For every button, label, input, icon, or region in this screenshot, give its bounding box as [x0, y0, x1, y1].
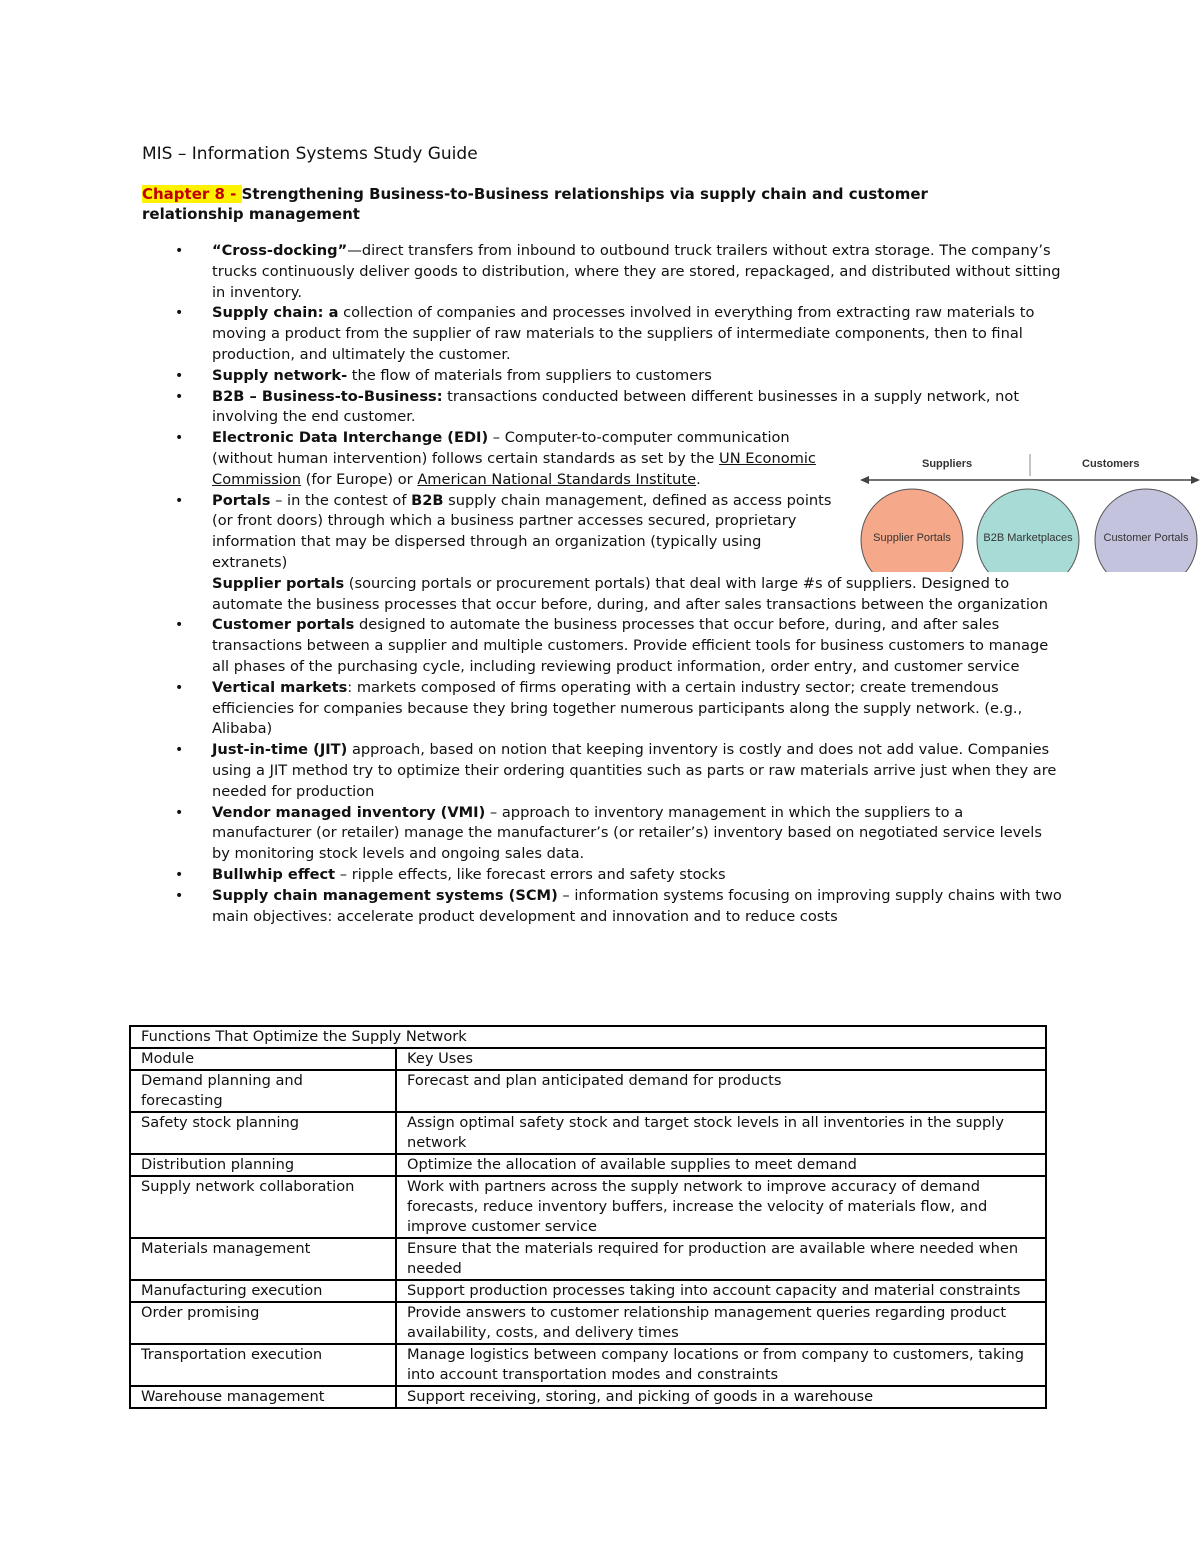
definition: : markets composed of firms operating with a certain industry sector; create tremendous efficiencies for companies because they bring together numerous participants along the supply network. (e.g., Alibaba) — [212, 678, 1023, 738]
term: B2B — [411, 491, 444, 509]
bullet-icon: • — [175, 866, 184, 883]
cell-module: Materials management — [130, 1238, 396, 1280]
term: B2B – Business-to-Business: — [212, 387, 443, 405]
list-item — [142, 366, 1062, 387]
table-row — [130, 1280, 1046, 1302]
definition: – in the contest of — [270, 491, 412, 509]
table-row — [130, 1238, 1046, 1280]
term: Supply chain management systems (SCM) — [212, 886, 558, 904]
customers-label: Customers — [1082, 458, 1140, 470]
list-item — [142, 303, 1062, 365]
definition: designed to automate the business processes that occur before, during, and after sales transactions between a supplier and multiple customers. Provide efficient tools for business customers to manage all phases of the purchasing cycle, including reviewing product information, order entry, and customer service — [212, 616, 1049, 675]
bullet-icon: • — [175, 305, 184, 322]
cell-module: Order promising — [130, 1302, 396, 1344]
cell-module: Supply network collaboration — [130, 1176, 396, 1238]
term: “Cross-docking” — [212, 242, 348, 259]
definition: (sourcing portals or procurement portals) that deal with large #s of suppliers. Designed to automate the business processes that occur before, during, and after sales transactions between the organization — [212, 574, 1049, 613]
term: Vendor managed inventory (VMI) — [212, 803, 486, 821]
list-item — [142, 886, 1062, 928]
table-row — [130, 1070, 1046, 1112]
definition: collection of companies and processes involved in everything from extracting raw materials to moving a product from the supplier of raw materials to the suppliers of intermediate components, then to final production, and ultimately the customer. — [212, 304, 1035, 363]
chapter-heading — [142, 184, 1002, 224]
link-ansi[interactable]: American National Standards Institute — [417, 470, 697, 488]
term: Supply network- — [212, 366, 348, 384]
definition: – Computer-to-computer communication (without human intervention) follows certain standards as set by the — [212, 429, 790, 467]
list-item — [142, 615, 1062, 677]
cell-module: Distribution planning — [130, 1154, 396, 1176]
bullet-icon: • — [175, 243, 184, 259]
list-item — [142, 740, 1062, 802]
term: Portals — [212, 491, 271, 509]
cell-module: Safety stock planning — [130, 1112, 396, 1154]
table-row — [130, 1386, 1046, 1408]
definition: —direct transfers from inbound to outbound truck trailers without extra storage. The company’s trucks continuously deliver goods to distribution, where they are stored, repackaged, and distributed without sitting in inventory. — [212, 242, 1061, 301]
bullet-icon: • — [175, 742, 184, 759]
bullet-icon: • — [175, 804, 184, 821]
cell-key-uses: Forecast and plan anticipated demand for products — [396, 1070, 1046, 1112]
table-row — [130, 1302, 1046, 1344]
cell-key-uses: Support receiving, storing, and picking of goods in a warehouse — [396, 1386, 1046, 1408]
definition: – approach to inventory management in which the suppliers to a manufacturer (or retailer) manage the manufacturer’s (or retailer’s) inventory based on negotiated service levels by monitoring stock levels and ongoing sales data. — [212, 803, 1042, 863]
cell-key-uses: Support production processes taking into account capacity and material constraints — [396, 1280, 1046, 1302]
list-item — [142, 241, 1062, 303]
functions-table — [129, 1025, 1047, 1409]
bullet-icon: • — [175, 492, 184, 509]
suppliers-label: Suppliers — [922, 458, 973, 470]
cell-module: Demand planning and forecasting — [130, 1070, 396, 1112]
sub-paragraph — [212, 574, 1062, 616]
circle-label-b2b-marketplaces: B2B Marketplaces — [983, 532, 1073, 544]
chapter-title: Strengthening Business-to-Business relationships via supply chain and customer relationship management — [142, 185, 928, 223]
table-row — [130, 1154, 1046, 1176]
term: Bullwhip effect — [212, 865, 336, 883]
arrow-left-icon — [860, 476, 869, 484]
link-un-economic-commission[interactable]: UN Economic Commission — [212, 449, 816, 488]
table-caption-row — [130, 1026, 1046, 1048]
table-row — [130, 1344, 1046, 1386]
list-item — [142, 387, 1062, 429]
bullet-icon: • — [175, 679, 184, 696]
bullet-icon: • — [175, 388, 184, 405]
bullet-icon: • — [175, 367, 184, 384]
cell-module: Manufacturing execution — [130, 1280, 396, 1302]
term: Supplier portals — [212, 574, 345, 592]
cell-key-uses: Assign optimal safety stock and target stock levels in all inventories in the supply network — [396, 1112, 1046, 1154]
supply-network-diagram — [860, 452, 1200, 572]
term: Supply chain: a — [212, 304, 339, 322]
cell-key-uses: Provide answers to customer relationship management queries regarding product availability, costs, and delivery times — [396, 1302, 1046, 1344]
cell-module: Transportation execution — [130, 1344, 396, 1386]
cell-key-uses: Ensure that the materials required for production are available where needed when needed — [396, 1238, 1046, 1280]
definition: approach, based on notion that keeping inventory is costly and does not add value. Companies using a JIT method try to optimize their ordering quantities such as parts or raw materials arrive just when they are needed for production — [212, 741, 1057, 800]
supplier-portals-circle — [861, 489, 963, 572]
customer-portals-circle — [1095, 489, 1197, 572]
definition: supply chain management, defined as access points (or front doors) through which a business partner accesses secured, proprietary information that may be dispersed through an organization (typically using extranets) — [212, 491, 832, 571]
term: Vertical markets — [212, 678, 348, 696]
bullet-icon: • — [175, 887, 184, 904]
table-caption: Functions That Optimize the Supply Network — [130, 1026, 1046, 1048]
table-row — [130, 1176, 1046, 1238]
b2b-marketplaces-circle — [977, 489, 1079, 572]
definition: – ripple effects, like forecast errors and safety stocks — [335, 865, 726, 883]
definition: the flow of materials from suppliers to customers — [347, 366, 712, 384]
circle-label-customer-portals: Customer Portals — [1103, 532, 1189, 544]
definitions-list — [142, 241, 1062, 927]
chapter-label: Chapter 8 - — [142, 185, 242, 203]
cell-key-uses: Optimize the allocation of available supplies to meet demand — [396, 1154, 1046, 1176]
term: Customer portals — [212, 616, 355, 634]
list-item — [142, 803, 1062, 865]
table-header-row — [130, 1048, 1046, 1070]
list-item — [142, 678, 1062, 740]
term: Electronic Data Interchange (EDI) — [212, 429, 489, 447]
definition: (for Europe) or — [301, 470, 418, 488]
list-item — [142, 865, 1062, 886]
header-module: Module — [130, 1048, 396, 1070]
document-title: MIS – Information Systems Study Guide — [142, 144, 478, 164]
term: Just-in-time (JIT) — [212, 741, 348, 759]
cell-key-uses: Work with partners across the supply network to improve accuracy of demand forecasts, reduce inventory buffers, increase the velocity of materials flow, and improve customer service — [396, 1176, 1046, 1238]
bullet-icon: • — [175, 617, 184, 634]
circle-label-supplier-portals: Supplier Portals — [873, 532, 951, 544]
cell-module: Warehouse management — [130, 1386, 396, 1408]
bullet-icon: • — [175, 430, 184, 447]
cell-key-uses: Manage logistics between company locations or from company to customers, taking into account transportation modes and constraints — [396, 1344, 1046, 1386]
header-key-uses: Key Uses — [396, 1048, 1046, 1070]
definition: – information systems focusing on improving supply chains with two main objectives: accelerate product development and innovation and to reduce costs — [212, 886, 1062, 925]
definition: transactions conducted between different businesses in a supply network, not involving the end customer. — [212, 387, 1020, 426]
diagram-graphic — [860, 452, 1200, 572]
definition: . — [696, 470, 701, 488]
arrow-right-icon — [1191, 476, 1200, 484]
table-row — [130, 1112, 1046, 1154]
